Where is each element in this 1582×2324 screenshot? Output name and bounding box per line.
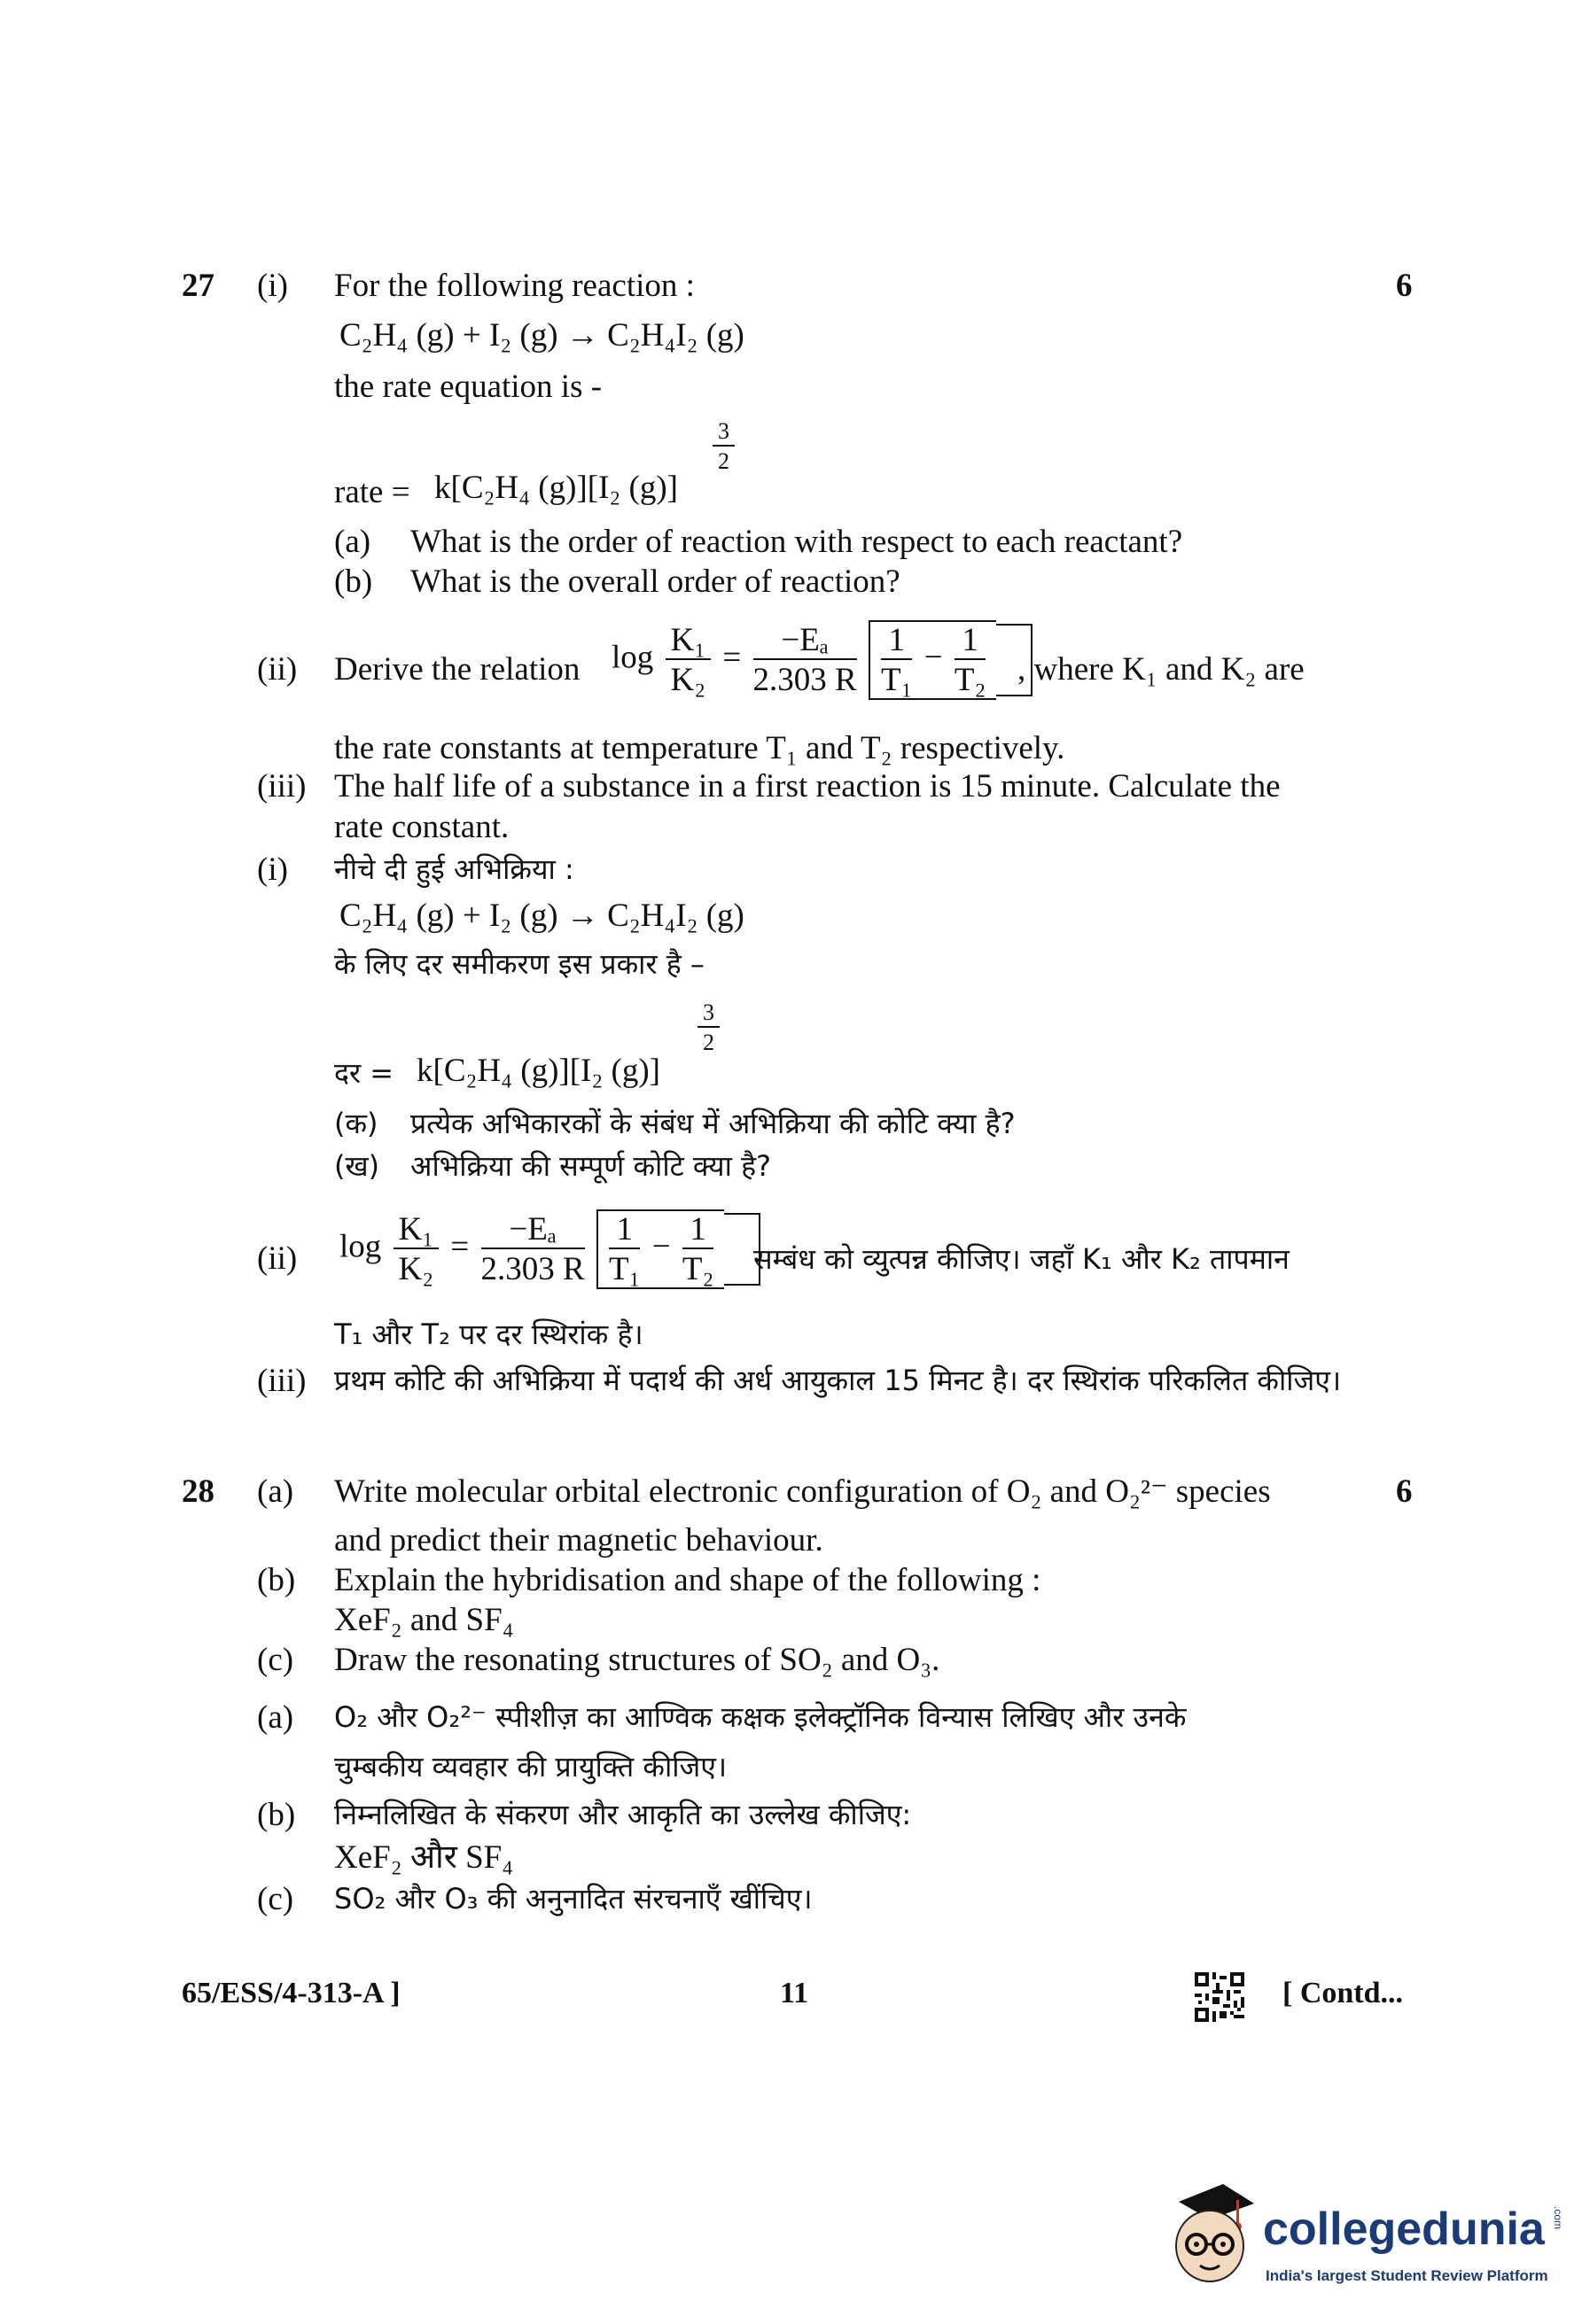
q27-relation-en [612, 620, 1033, 700]
q28-hi-a-label: (a) [257, 1699, 294, 1736]
contd-label: [ Contd... [1282, 1977, 1404, 2009]
q27-relation-hi: log $\frac{\text{K₁}}{\text{K₂}}$ = $\frac{\text{−Eₐ}}{2.303 R}$ $\frac{1}{\text{T₁}}$ − $\frac{1}{\text{T₂}}$ [339, 1209, 760, 1289]
q28-b-label: (b) [257, 1562, 296, 1598]
ea-fraction: $\frac{\text{−Eₐ}}{2.303 R}$ [752, 622, 857, 698]
q28-a-label: (a) [257, 1473, 294, 1510]
q27-ii-line2: the rate constants at temperature T₁ and T₂ respectively. [334, 730, 1065, 766]
q27-iii-line1: The half life of a substance in a first reaction is 15 minute. Calculate the [334, 768, 1281, 804]
q28-hi-b-line2: XeF₂ और SF₄ [334, 1839, 514, 1876]
q27-rate-exponent: $\frac{3}{2}$ [709, 420, 738, 473]
q27-i-text: For the following reaction : [334, 268, 695, 304]
q27-iii-line2: rate constant. [334, 809, 510, 845]
q28-hi-c-text: SO₂ और O₃ की अनुनादित संरचनाएँ खींचिए। [334, 1882, 813, 1916]
bracket-left: $\frac{1}{\text{T₁}}$ − $\frac{1}{\text{T₂}}$ [869, 620, 996, 700]
logo-tagline: India's largest Student Review Platform [1266, 2267, 1548, 2284]
q28-hi-a-line2: चुम्बकीय व्यवहार की प्रायुक्ति कीजिए। [334, 1750, 728, 1784]
q27-ii-label: (ii) [257, 651, 298, 688]
q27-hi-rate-word: दर = [334, 1056, 394, 1090]
q27-ii-tail: , where K₁ and K₂ are [1017, 651, 1305, 688]
q27-hi-rate-exponent: $\frac{3}{2}$ [694, 1001, 723, 1054]
q27-marks: 6 [1396, 268, 1413, 304]
logo-dotcom: .com [1552, 2206, 1564, 2230]
q28-a-line1: Write molecular orbital electronic configuration of O₂ and O₂²⁻ species [334, 1473, 1271, 1510]
q28-hi-a-line1: O₂ और O₂²⁻ स्पीशीज़ का आण्विक कक्षक इलेक्ट्रॉनिक विन्यास लिखिए और उनके [334, 1700, 1187, 1734]
q28-hi-c-label: (c) [257, 1881, 294, 1917]
q27-a-text: What is the order of reaction with respect to each reactant? [410, 524, 1183, 560]
q27-number: 27 [182, 268, 214, 304]
q27-a-label: (a) [334, 524, 371, 560]
q27-iii-label: (iii) [257, 768, 307, 804]
q28-marks: 6 [1396, 1473, 1413, 1510]
collegedunia-logo [1161, 2171, 1569, 2312]
equals-sign: = [722, 639, 742, 676]
q27-hi-a-label: (क) [334, 1107, 378, 1140]
k-ratio: $\frac{\text{K₁}}{\text{K₂}}$ [666, 624, 712, 696]
log-word: log [612, 639, 654, 676]
q27-hi-ii-line2: T₁ और T₂ पर दर स्थिरांक है। [334, 1317, 643, 1351]
q27-rate-word: rate = [334, 474, 410, 510]
q27-reaction-hi: C₂H₄ (g) + I₂ (g) → C₂H₄I₂ (g) [339, 898, 744, 934]
q27-hi-rate-law: k[C₂H₄ (g)][I₂ (g)] [417, 1053, 660, 1089]
q28-c-label: (c) [257, 1642, 294, 1678]
q28-b-line1: Explain the hybridisation and shape of the following : [334, 1562, 1041, 1598]
q27-hi-ii-tail: सम्बंध को व्युत्पन्न कीजिए। जहाँ K₁ और K₂ तापमान [753, 1242, 1290, 1276]
q28-number: 28 [182, 1473, 214, 1510]
q27-hi-i-text: नीचे दी हुई अभिक्रिया : [334, 852, 574, 886]
q28-hi-b-label: (b) [257, 1797, 296, 1833]
q27-rate-eq-text: the rate equation is - [334, 369, 603, 405]
q27-hi-rate-eq-text: के लिए दर समीकरण इस प्रकार है – [334, 947, 705, 981]
qr-code-icon [1195, 1972, 1244, 2022]
page-number: 11 [780, 1977, 809, 2009]
q28-hi-b-line1: निम्नलिखित के संकरण और आकृति का उल्लेख कीजिए: [334, 1798, 912, 1831]
q27-hi-a-text: प्रत्येक अभिकारकों के संबंध में अभिक्रिया की कोटि क्या है? [410, 1107, 1016, 1140]
q27-reaction-en: C₂H₄ (g) + I₂ (g) → C₂H₄I₂ (g) [339, 317, 744, 354]
q27-rate-law: k[C₂H₄ (g)][I₂ (g)] [434, 470, 678, 506]
q27-i-label: (i) [257, 268, 288, 304]
q27-hi-iii-text: प्रथम कोटि की अभिक्रिया में पदार्थ की अर्ध आयुकाल 15 मिनट है। दर स्थिरांक परिकलित कीजिए। [334, 1364, 1342, 1397]
q28-c-text: Draw the resonating structures of SO₂ and O₃. [334, 1642, 940, 1678]
q27-b-text: What is the overall order of reaction? [410, 564, 900, 600]
q27-hi-b-text: अभिक्रिया की सम्पूर्ण कोटि क्या है? [410, 1149, 772, 1183]
q27-hi-i-label: (i) [257, 851, 288, 888]
q28-a-line2: and predict their magnetic behaviour. [334, 1522, 823, 1558]
q27-b-label: (b) [334, 564, 373, 600]
mascot-icon [1161, 2175, 1259, 2299]
logo-name: collegedunia [1263, 2204, 1545, 2255]
q27-hi-b-label: (ख) [334, 1149, 380, 1183]
paper-code: 65/ESS/4-313-A ] [182, 1977, 401, 2009]
q28-b-line2: XeF₂ and SF₄ [334, 1602, 514, 1638]
q27-hi-iii-label: (iii) [257, 1363, 307, 1399]
q27-hi-ii-label: (ii) [257, 1240, 298, 1277]
q27-ii-text: Derive the relation [334, 651, 581, 688]
